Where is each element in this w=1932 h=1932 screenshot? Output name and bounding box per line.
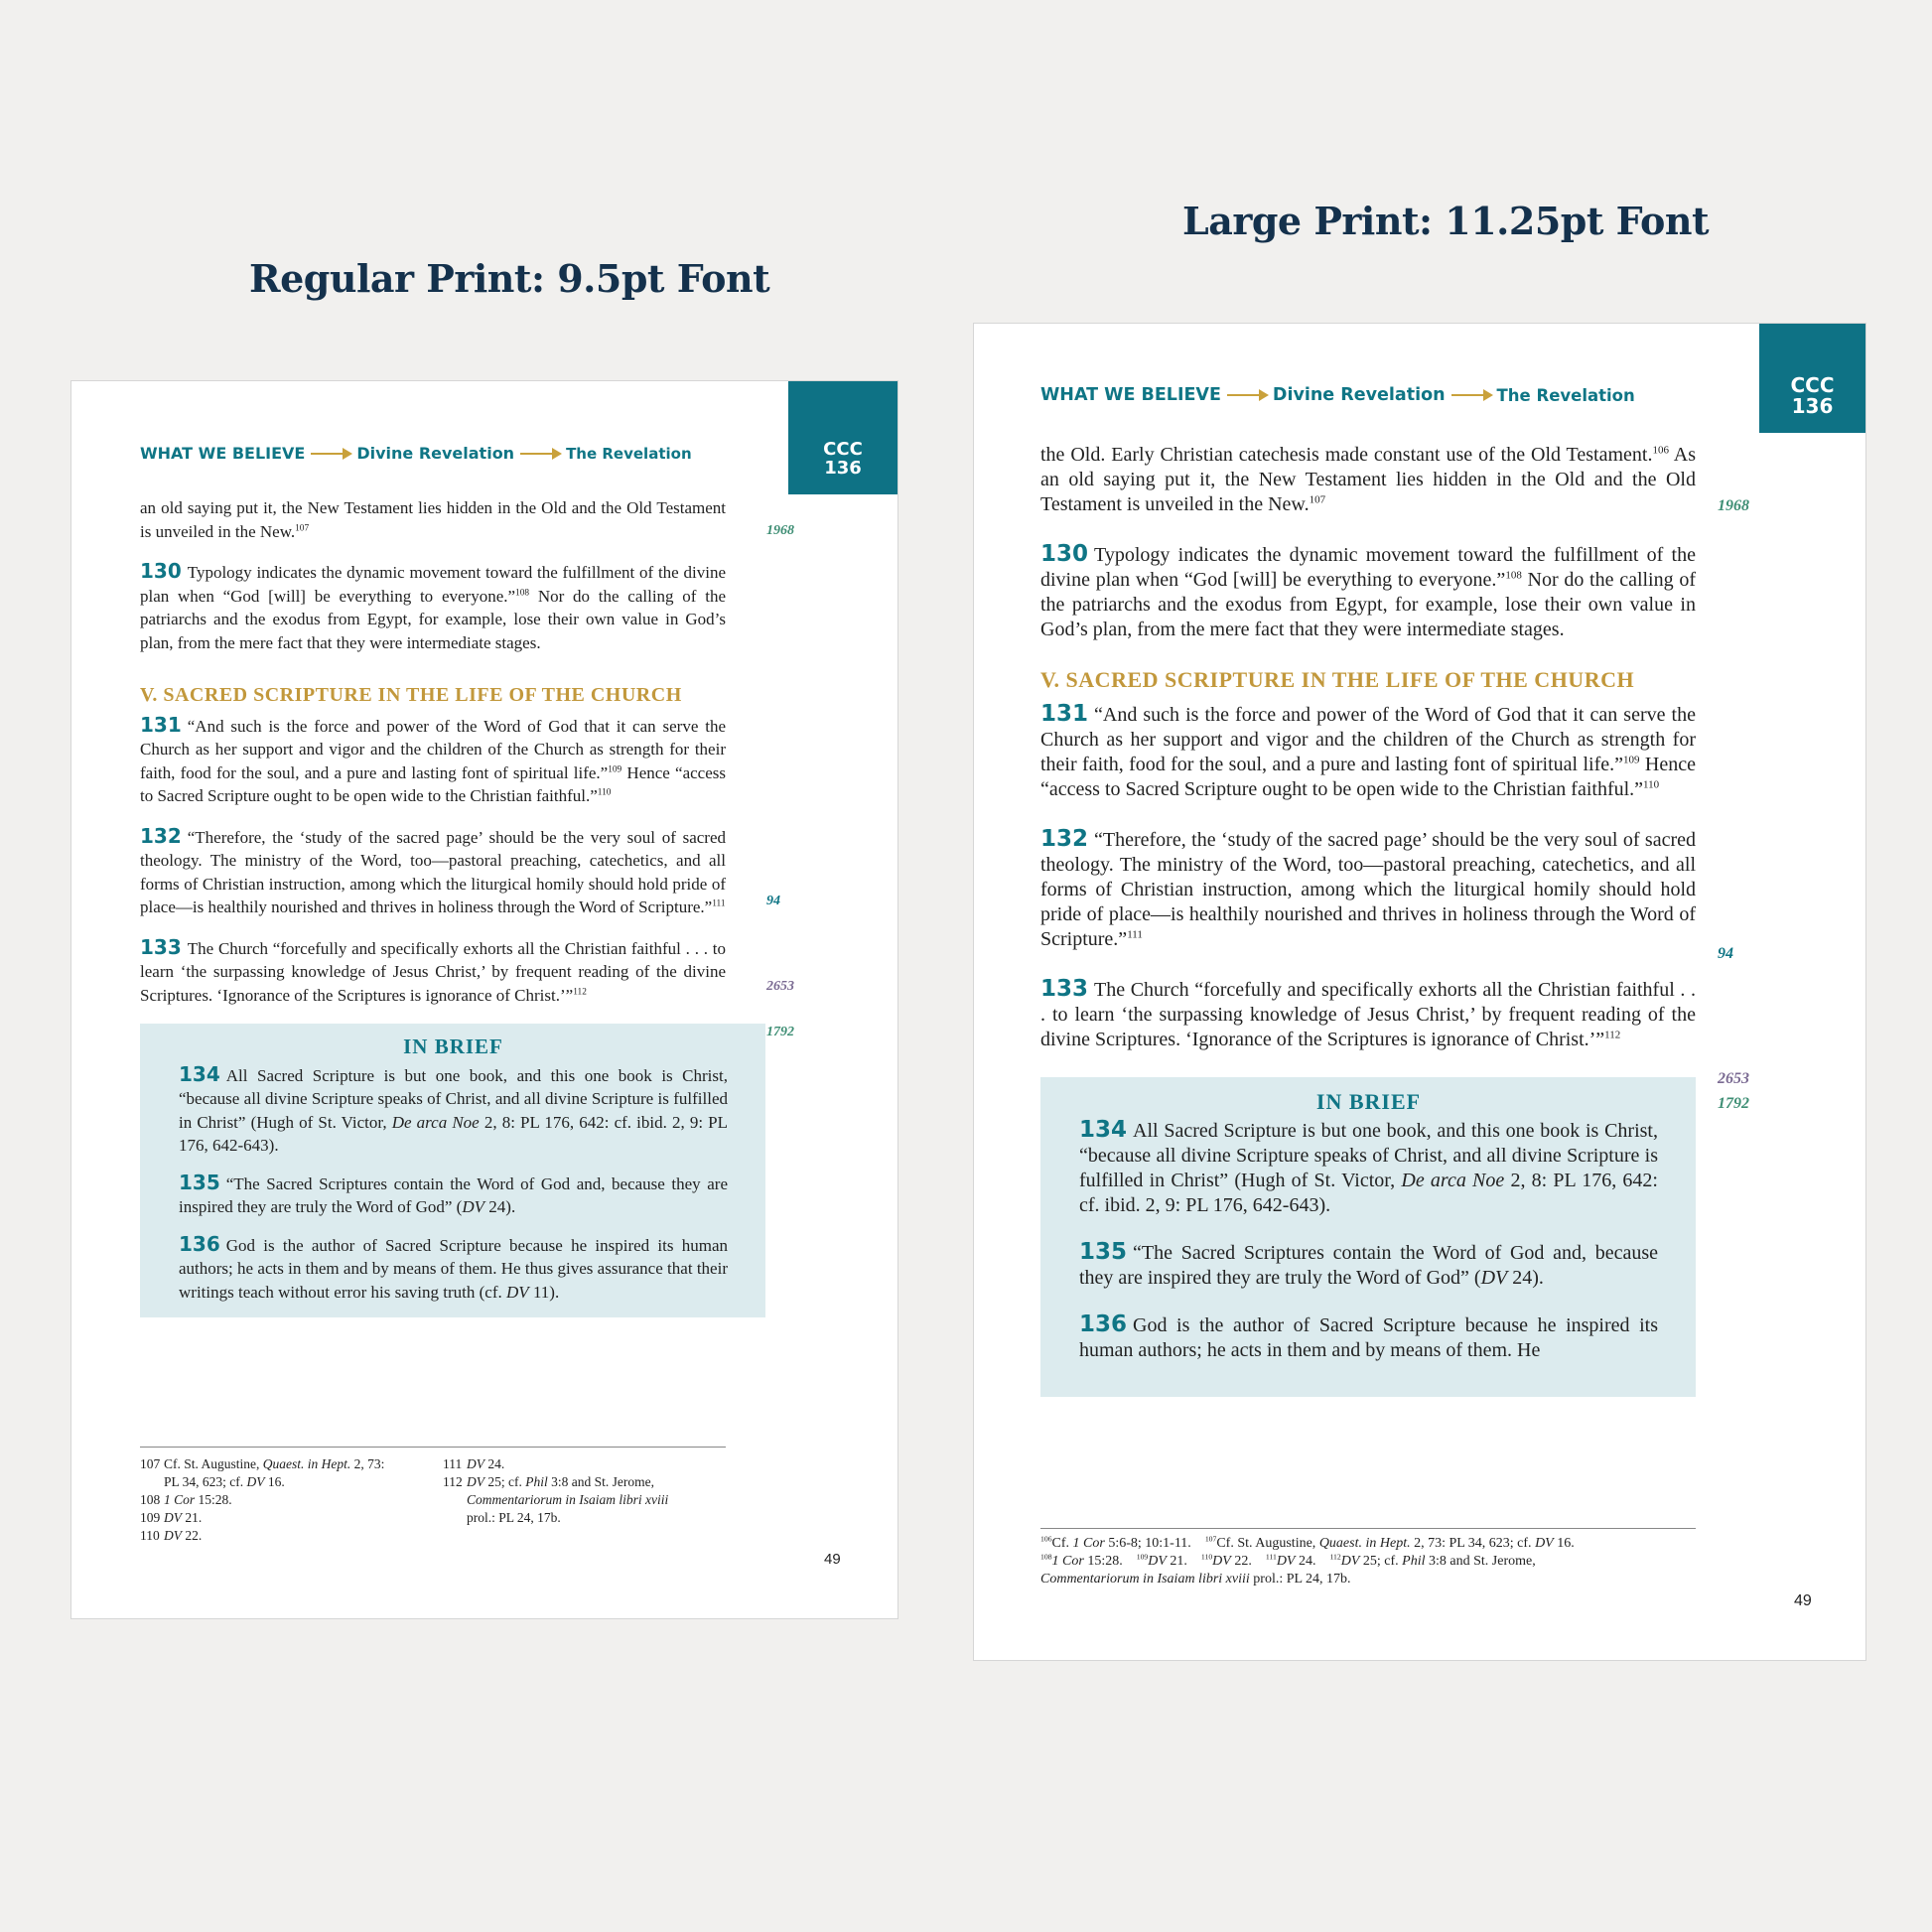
footnote-ref: 110 [597,787,612,798]
footnote-text: 15:28. [195,1492,232,1507]
paragraph-text: Hence “access to Sacred Scripture ought to be open wide to the Christian faithful.” [140,762,726,805]
page-number: 49 [1794,1592,1812,1609]
italic-citation: De arca Noe [1401,1170,1505,1191]
paragraph-text: “The Sacred Scriptures contain the Word of God and, because they are inspired they are truly the Word of God” ( [179,1173,728,1216]
footnote-italic: Quaest. in Hept. [1318,1536,1411,1551]
paragraph-text: 11). [528,1282,560,1302]
footnote-line [1040,1571,1716,1588]
footnote-ref: 108 [1505,569,1522,582]
paragraph-133 [1040,977,1696,1052]
paragraph-number: 132 [1040,826,1089,852]
paragraph-131 [1040,702,1696,802]
margin-ref-1968: 1968 [1718,497,1749,514]
footnote-number: 111 [1265,1552,1277,1562]
paragraph-text: 2, 8: PL 176, 642: cf. ibid. 2, 9: PL 176, 642-643). [179,1112,729,1155]
paragraph-133 [140,936,726,1008]
paragraph-text: “And such is the force and power of the Word of God that it can serve the Church as her support and vigor and the children of the Church as strength for their faith, food for the soul, and a pure and lasting font of spiritual life.” [1040,704,1696,775]
ccc-tab [1759,324,1865,433]
footnote-text: 5:6-8; 10:1-11. [1104,1536,1191,1551]
footnote-italic: DV [1212,1554,1231,1569]
margin-ref-1968: 1968 [766,523,794,538]
footnote-text: 22. [182,1528,203,1543]
footnote-italic: Commentariorum in Isaiam libri xviii [467,1492,669,1507]
footnote-italic: DV [1535,1536,1554,1551]
large-print-heading: Large Print: 11.25pt Font [1182,199,1710,243]
footnote-text: 22. [1230,1554,1252,1569]
paragraph-text: “Therefore, the ‘study of the sacred page’ should be the very soul of sacred theology. The ministry of the Word, too—pastoral preaching, catechetics, and all forms of Christian instruction, among which the liturgical homily should hold pride of place—is healthily nourished and thrives in holiness through the Word of Scripture.” [1040,829,1696,950]
footnote-text: 21. [182,1510,203,1525]
footnote-text: Cf. St. Augustine, [1216,1536,1319,1551]
footnote-text: 3:8 and St. Jerome, [547,1474,654,1489]
intro-text: the Old. Early Christian catechesis made constant use of the Old Testament. [1040,444,1653,466]
footnote-italic: DV [164,1510,182,1525]
paragraph-number: 134 [1079,1117,1128,1143]
footnote-italic: DV [1148,1554,1167,1569]
footnote-italic: Commentariorum in Isaiam libri xviii [1040,1572,1250,1587]
breadcrumb [1040,385,1635,405]
paragraph-text: “Therefore, the ‘study of the sacred page’ should be the very soul of sacred theology. The ministry of the Word, too—pastoral preaching, catechetics, and all forms of Christian instruction, among which the liturgical homily should hold pride of place—is healthily nourished and thrives in holiness through the Word of Scripture.” [140,827,726,916]
footnote-text: 21. [1166,1554,1187,1569]
footnote-number: 109 [140,1510,161,1525]
regular-print-heading: Regular Print: 9.5pt Font [249,256,770,301]
paragraph-text: “And such is the force and power of the Word of God that it can serve the Church as her support and vigor and the children of the Church as strength for their faith, food for the soul, and a pure and lasting font of spiritual life.” [140,716,726,782]
paragraph-135 [179,1172,728,1219]
paragraph-text: All Sacred Scripture is but one book, and this one book is Christ, “because all divine Scripture speaks of Christ, and all divine Scripture is fulfilled in Christ” (Hugh of St. Victor, [1079,1120,1658,1191]
paragraph-132 [140,825,726,919]
footnote-italic: 1 Cor [1072,1536,1105,1551]
paragraph-text: Typology indicates the dynamic movement toward the fulfillment of the divine plan when “God [will] be everything to everyone.” [140,563,726,606]
footnote-number: 108 [1040,1552,1052,1562]
italic-citation: DV [506,1282,529,1302]
footnote-italic: 1 Cor [1051,1554,1084,1569]
footnote-italic: Phil [525,1474,548,1489]
page-number: 49 [824,1551,841,1568]
footnote-ref: 111 [712,898,726,909]
footnote-number: 106 [1040,1534,1052,1544]
footnote-number: 109 [1136,1552,1149,1562]
margin-ref-1792: 1792 [1718,1095,1749,1112]
footnotes-right [443,1455,731,1527]
footnote-ref: 112 [573,986,587,997]
footnote-text: 3:8 and St. Jerome, [1425,1554,1536,1569]
footnote-text: 24. [1295,1554,1316,1569]
footnote-ref: 111 [1127,928,1143,941]
paragraph-number: 134 [179,1061,220,1086]
footnote-italic: 1 Cor [164,1492,196,1507]
paragraph-text: God is the author of Sacred Scripture because he inspired its human authors; he acts in them and by means of them. He thus gives assurance that their writings teach without error his saving truth (cf. [179,1235,728,1302]
paragraph-134 [1079,1118,1658,1218]
in-brief-title: IN BRIEF [403,1035,503,1058]
footnote-italic: DV [164,1528,182,1543]
paragraph-text: “The Sacred Scriptures contain the Word of God and, because they are inspired they are truly the Word of God” ( [1079,1242,1658,1289]
footnote-text: Cf. [1051,1536,1073,1551]
breadcrumb-level2: Divine Revelation [1272,385,1446,405]
paragraph-136 [179,1233,728,1305]
margin-ref-1792: 1792 [766,1025,794,1039]
paragraph-136 [1079,1312,1658,1363]
footnote-ref: 106 [1652,444,1669,457]
ccc-label: CCC [1790,373,1835,397]
paragraph-number: 135 [1079,1239,1128,1265]
breadcrumb-level2: Divine Revelation [356,444,515,463]
paragraph-text: Hence “access to Sacred Scripture ought to be open wide to the Christian faithful.” [1040,754,1696,800]
footnote-ref: 110 [1643,778,1660,791]
footnote-italic: DV [467,1456,484,1471]
footnote-ref: 107 [1309,493,1326,506]
breadcrumb-level1: WHAT WE BELIEVE [140,444,306,463]
body-text [1040,443,1696,1397]
in-brief-box [1040,1077,1696,1397]
footnote [140,1509,428,1527]
paragraph-131 [140,714,726,808]
paragraph-number: 136 [1079,1311,1128,1337]
footnote-divider [1040,1528,1696,1529]
paragraph-134 [179,1063,728,1158]
footnote [140,1455,428,1491]
paragraph-text: The Church “forcefully and specifically exhorts all the Christian faithful . . . to learn ‘the surpassing knowledge of Jesus Christ,’ by frequent reading of the divine Scriptures. ‘Ignorance of the Scriptures is ignorance of Christ.’” [140,938,726,1005]
paragraph-number: 131 [1040,701,1089,727]
italic-citation: DV [1480,1267,1508,1289]
ccc-label: CCC [823,439,863,460]
paragraph-130 [140,560,726,654]
ccc-number: 136 [1791,394,1834,418]
arrow-right-icon [311,453,350,455]
footnote-line [1040,1535,1716,1553]
ccc-tab [788,381,897,494]
footnote-number: 112 [1329,1552,1341,1562]
footnote-text: 15:28. [1083,1554,1123,1569]
italic-citation: DV [462,1197,485,1216]
paragraph-132 [1040,827,1696,952]
paragraph-text: The Church “forcefully and specifically exhorts all the Christian faithful . . . to learn ‘the surpassing knowledge of Jesus Christ,’ by frequent reading of the divine Scriptures. ‘Ignorance of the Scriptures is ignorance of Christ.’” [1040,979,1696,1050]
footnote-text: prol.: PL 24, 17b. [1249,1572,1351,1587]
footnote-italic: DV [246,1474,265,1489]
footnotes [1040,1535,1716,1588]
paragraph-130 [1040,542,1696,642]
footnote-text: 24. [484,1456,505,1471]
footnote-italic: DV [467,1474,484,1489]
footnote-text: 16. [264,1474,285,1489]
footnote-ref: 112 [1604,1029,1621,1041]
breadcrumb-level3: The Revelation [1496,385,1635,405]
footnote-text: prol.: PL 24, 17b. [467,1510,561,1525]
footnote [140,1491,428,1509]
arrow-right-icon [520,453,560,455]
margin-ref-94: 94 [766,894,780,908]
arrow-right-icon [1227,394,1267,396]
footnote-text: 25; cf. [1359,1554,1403,1569]
margin-ref-94: 94 [1718,945,1733,962]
section-title: V. SACRED SCRIPTURE IN THE LIFE OF THE CHURCH [140,684,682,706]
footnote-text: 16. [1553,1536,1575,1551]
footnote-number: 110 [140,1528,160,1543]
paragraph-text: 24). [484,1197,516,1216]
footnote-text: 2, 73: [350,1456,385,1471]
in-brief-title: IN BRIEF [1315,1089,1422,1114]
footnote-ref: 109 [1623,754,1640,766]
footnote-italic: DV [1276,1554,1296,1569]
footnote-italic: Phil [1402,1554,1426,1569]
section-title: V. SACRED SCRIPTURE IN THE LIFE OF THE CHURCH [1040,667,1635,692]
footnote-text: PL 34, 623; cf. [164,1474,247,1489]
margin-ref-2653: 2653 [766,979,794,994]
footnote-divider [140,1447,726,1448]
paragraph-text: All Sacred Scripture is but one book, and this one book is Christ, “because all divine Scripture speaks of Christ, and all divine Scripture is fulfilled in Christ” (Hugh of St. Victor, [179,1065,728,1132]
intro-paragraph [1040,443,1696,517]
paragraph-number: 130 [140,559,182,583]
intro-text: As an old saying put it, the New Testament lies hidden in the Old and the Old Testament is unveiled in the New. [1040,444,1696,515]
paragraph-number: 133 [140,934,182,959]
paragraph-number: 133 [1040,976,1089,1002]
intro-paragraph [140,496,726,543]
paragraph-number: 136 [179,1231,220,1256]
footnote-number: 107 [140,1456,161,1471]
paragraph-number: 132 [140,823,182,848]
arrow-right-icon [1451,394,1491,396]
paragraph-number: 135 [179,1170,220,1194]
large-print-page [973,323,1866,1661]
footnote-line [1040,1553,1716,1571]
body-text [140,496,729,1317]
footnotes-left [140,1455,428,1545]
italic-citation: De arca Noe [391,1112,480,1132]
footnote-text: Cf. St. Augustine, [164,1456,263,1471]
paragraph-text: 24). [1507,1267,1544,1289]
paragraph-number: 130 [1040,541,1089,567]
footnote [140,1527,428,1545]
footnote [443,1455,731,1473]
paragraph-text: Typology indicates the dynamic movement toward the fulfillment of the divine plan when “God [will] be everything to everyone.” [1040,544,1696,591]
ccc-number: 136 [824,457,862,479]
footnote-number: 110 [1200,1552,1213,1562]
regular-print-page [70,380,898,1619]
footnote-text: 2, 73: PL 34, 623; cf. [1410,1536,1536,1551]
intro-text: an old saying put it, the New Testament lies hidden in the Old and the Old Testament is unveiled in the New. [140,498,726,541]
footnote-ref: 108 [515,587,530,598]
footnote-number: 107 [1204,1534,1217,1544]
footnote-text: 25; cf. [484,1474,526,1489]
paragraph-text: Nor do the calling of the patriarchs and the exodus from Egypt, for example, lose their own value in God’s plan, from the mere fact that they were intermediate stages. [140,586,726,652]
paragraph-number: 131 [140,712,182,737]
breadcrumb-level1: WHAT WE BELIEVE [1040,385,1221,405]
footnote-ref: 109 [608,763,622,774]
footnote-ref: 107 [295,522,310,533]
breadcrumb [140,444,692,463]
paragraph-text: Nor do the calling of the patriarchs and the exodus from Egypt, for example, lose their own value in God’s plan, from the mere fact that they were intermediate stages. [1040,569,1696,640]
footnote-italic: DV [1340,1554,1360,1569]
paragraph-text: God is the author of Sacred Scripture because he inspired its human authors; he acts in them and by means of them. He [1079,1314,1658,1361]
margin-ref-2653: 2653 [1718,1070,1749,1087]
in-brief-box [140,1024,765,1317]
footnote-number: 112 [443,1474,463,1489]
breadcrumb-level3: The Revelation [566,444,692,463]
footnote [443,1473,731,1527]
paragraph-135 [1079,1240,1658,1291]
footnote-number: 111 [443,1456,463,1471]
footnote-number: 108 [140,1492,161,1507]
paragraph-text: 2, 8: PL 176, 642: cf. ibid. 2, 9: PL 176, 642-643). [1079,1170,1658,1216]
footnote-italic: Quaest. in Hept. [262,1456,351,1471]
